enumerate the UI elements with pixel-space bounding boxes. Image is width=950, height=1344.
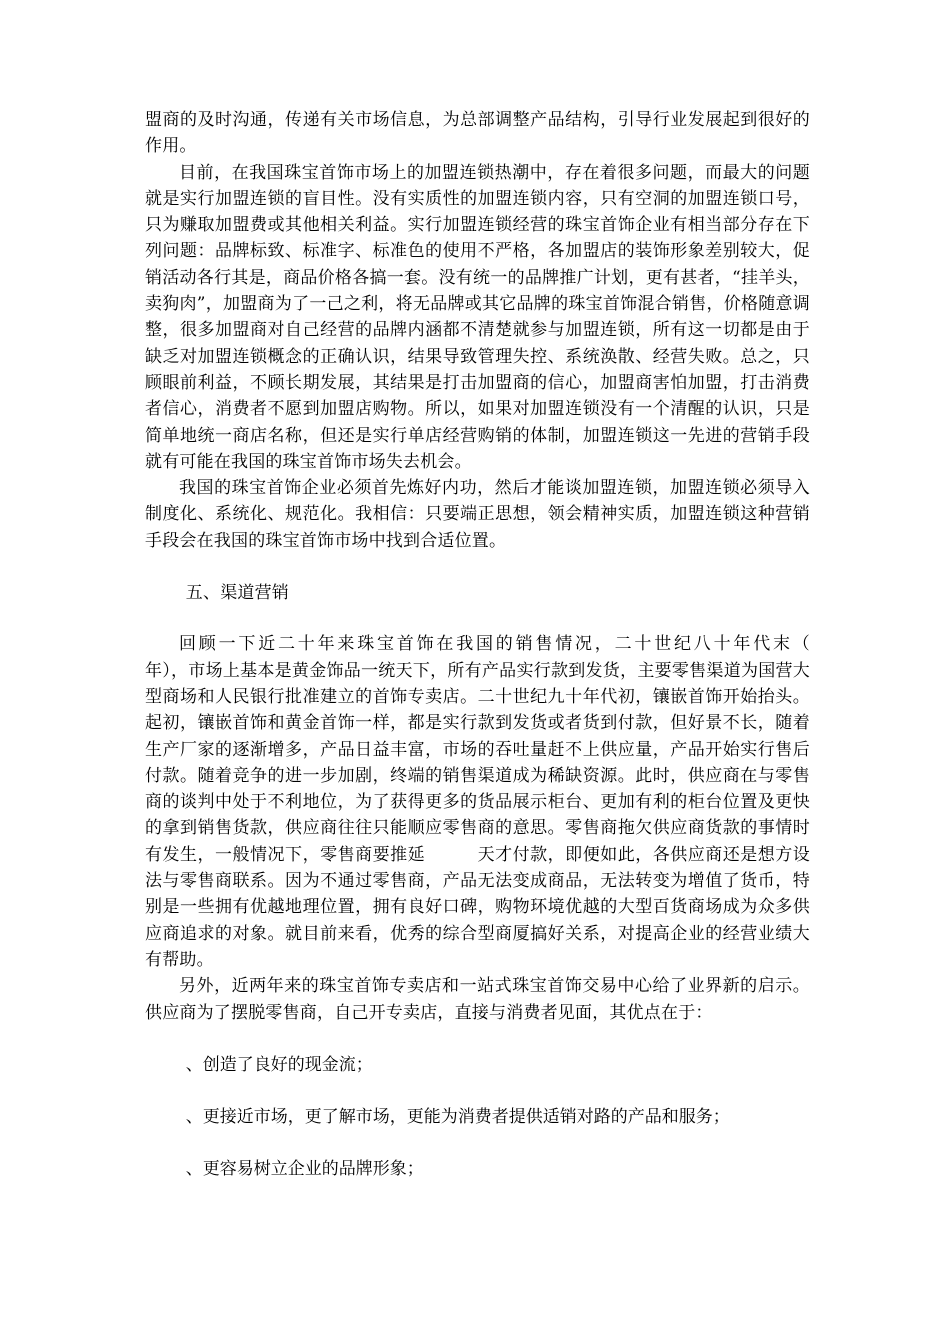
paragraph-channel-history: 回顾一下近二十年来珠宝首饰在我国的销售情况，二十世纪八十年代末（ 年），市场上基本是黄金饰品一统天下，所有产品实行款到发货，主要零售渠道为国营大型商场和人民银行批准建立的首饰专卖店。二十世纪九十年代初，镶嵌首饰开始抬头。起初，镶嵌首饰和黄金首饰一样，都是实行款到发货或者货到付款，但好景不长，随着生产厂家的逐渐增多，产品日益丰富，市场的吞吐量赶不上供应量，产品开始实行售后付款。随着竞争的进一步加剧，终端的销售渠道成为稀缺资源。此时，供应商在与零售商的谈判中处于不利地位，为了获得更多的货品展示柜台、更加有利的柜台位置及更快的拿到销售货款，供应商往往只能顺应零售商的意思。零售商拖欠供应商货款的事情时有发生，一般情况下，零售商要推延 天才付款，即便如此，各供应商还是想方设法与零售商联系。因为不通过零售商，产品无法变成商品，无法转变为增值了货币，特别是一些拥有优越地理位置，拥有良好口碑，购物环境优越的大型百货商场成为众多供应商追求的对象。就目前来看，优秀的综合型商厦搞好关系，对提高企业的经营业绩大有帮助。	[145, 634, 896, 970]
list-item: 、更容易树立企业的品牌形象；	[185, 1159, 424, 1180]
document-page	[145, 107, 896, 1183]
paragraph-continuation: 盟商的及时沟通，传递有关市场信息，为总部调整产品结构，引导行业发展起到很好的作用。	[145, 110, 810, 157]
section-heading: 五、渠道营销	[185, 583, 289, 604]
paragraph-specialty-stores: 另外，近两年来的珠宝首饰专卖店和一站式珠宝首饰交易中心给了业界新的启示。供应商为了摆脱零售商，自己开专卖店，直接与消费者见面，其优点在于：	[145, 976, 810, 1023]
list-item: 、创造了良好的现金流；	[185, 1054, 373, 1075]
paragraph-franchise-problems: 目前，在我国珠宝首饰市场上的加盟连锁热潮中，存在着很多问题，而最大的问题就是实行加盟连锁的盲目性。没有实质性的加盟连锁内容，只有空洞的加盟连锁口号，只为赚取加盟费或其他相关利益。实行加盟连锁经营的珠宝首饰企业有相当部分存在下列问题：品牌标致、标准字、标准色的使用不严格，各加盟店的装饰形象差别较大，促销活动各行其是，商品价格各搞一套。没有统一的品牌推广计划，更有甚者，“挂羊头，卖狗肉”，加盟商为了一己之利，将无品牌或其它品牌的珠宝首饰混合销售，价格随意调整，很多加盟商对自己经营的品牌内涵都不清楚就参与加盟连锁，所有这一切都是由于缺乏对加盟连锁概念的正确认识，结果导致管理失控、系统涣散、经营失败。总之，只顾眼前利益，不顾长期发展，其结果是打击加盟商的信心，加盟商害怕加盟，打击消费者信心，消费者不愿到加盟店购物。所以，如果对加盟连锁没有一个清醒的认识，只是简单地统一商店名称，但还是实行单店经营购销的体制，加盟连锁这一先进的营销手段就有可能在我国的珠宝首饰市场失去机会。	[145, 162, 810, 472]
paragraph-franchise-conclusion: 我国的珠宝首饰企业必须首先炼好内功，然后才能谈加盟连锁，加盟连锁必须导入制度化、系统化、规范化。我相信：只要端正思想，领会精神实质，加盟连锁这种营销手段会在我国的珠宝首饰市场中找到合适位置。	[145, 478, 810, 551]
list-item: 、更接近市场，更了解市场，更能为消费者提供适销对路的产品和服务；	[185, 1107, 730, 1128]
